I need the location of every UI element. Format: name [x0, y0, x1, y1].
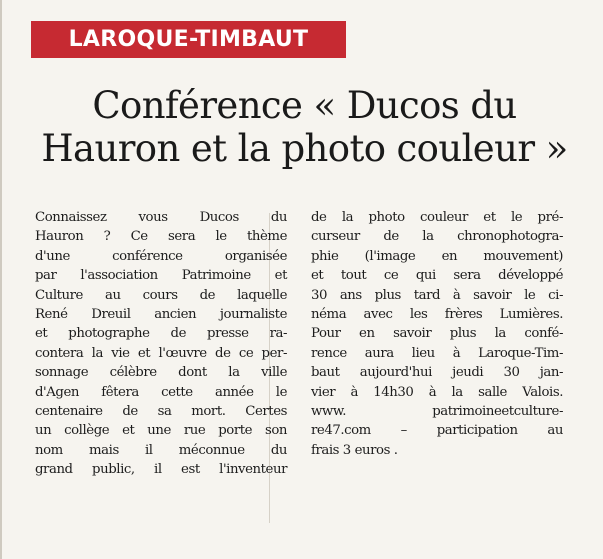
locality-kicker: LAROQUE-TIMBAUT [31, 21, 346, 58]
body-line: et tout ce qui sera développé [311, 268, 563, 284]
body-line: contera la vie et l'œuvre de ce per- [35, 345, 287, 361]
headline-line-2: Hauron et la photo couleur » [41, 127, 568, 170]
body-line: re47.com – participation au [311, 423, 563, 439]
body-line: par l'association Patrimoine et [35, 268, 287, 284]
body-line: néma avec les frères Lumières. [311, 307, 563, 323]
body-line: d'Agen fêtera cette année le [35, 384, 287, 400]
body-line: et photographe de presse ra- [35, 326, 287, 342]
body-line: sonnage célèbre dont la ville [35, 365, 287, 381]
article-headline [22, 84, 587, 170]
article-column-left [35, 208, 287, 480]
body-line: de la photo couleur et le pré- [311, 210, 563, 225]
body-line: vier à 14h30 à la salle Valois. [311, 384, 563, 400]
body-line: Culture au cours de laquelle [35, 287, 287, 303]
body-line: baut aujourd'hui jeudi 30 jan- [311, 365, 563, 381]
headline-line-1: Conférence « Ducos du [92, 84, 517, 127]
body-line: Pour en savoir plus la confé- [311, 326, 563, 342]
body-line: frais 3 euros . [311, 442, 398, 458]
body-line: Connaissez vous Ducos du [35, 210, 287, 225]
article-body [35, 208, 571, 528]
body-line: centenaire de sa mort. Certes [35, 404, 287, 420]
body-line: Hauron ? Ce sera le thème [35, 229, 287, 245]
body-line: d'une conférence organisée [35, 248, 287, 264]
body-line: un collège et une rue porte son [35, 423, 287, 439]
body-line: www. patrimoineetculture- [311, 404, 563, 420]
body-line: René Dreuil ancien journaliste [35, 307, 287, 323]
body-line: rence aura lieu à Laroque-Tim- [311, 345, 563, 361]
body-line: grand public, il est l'inventeur [35, 462, 287, 478]
body-line: curseur de la chronophotogra- [311, 229, 563, 245]
body-line: nom mais il méconnue du [35, 442, 287, 458]
body-line: 30 ans plus tard à savoir le ci- [311, 287, 563, 303]
article-column-right [311, 208, 563, 460]
body-line: phie (l'image en mouvement) [311, 248, 563, 264]
